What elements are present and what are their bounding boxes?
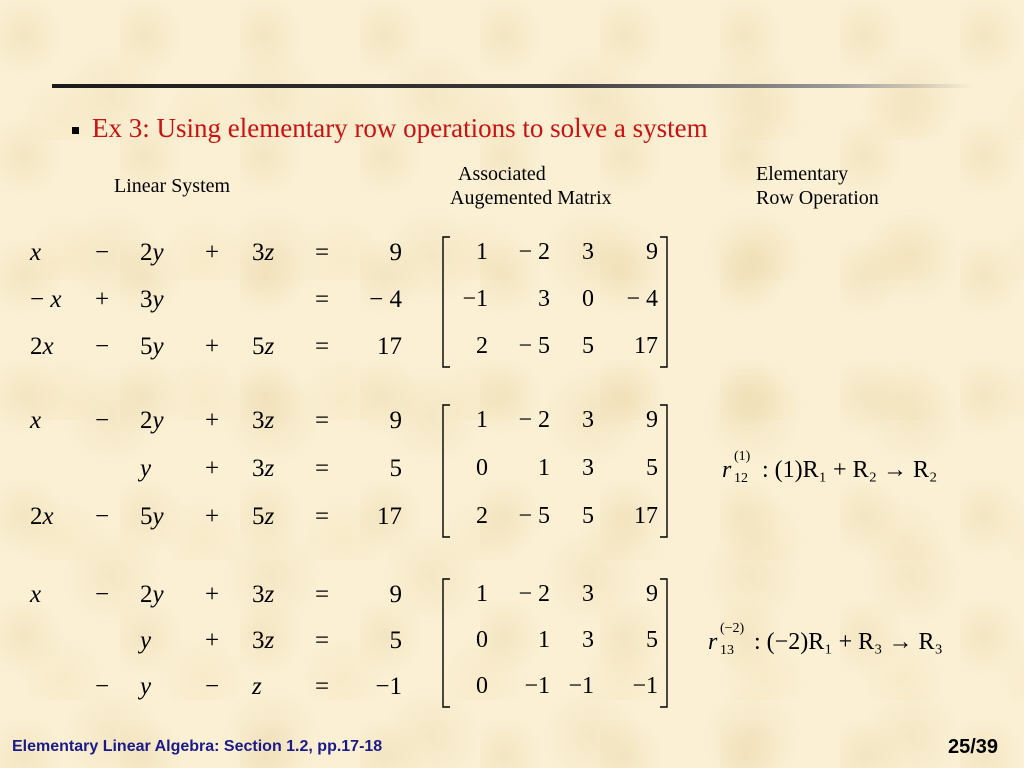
matrix-cell: 3 xyxy=(582,455,594,481)
equation-op2: + xyxy=(205,407,220,434)
equation-a: x xyxy=(30,407,42,434)
equation-row xyxy=(0,407,420,439)
equation-op1: − xyxy=(95,333,110,360)
equation-b: 5y xyxy=(140,333,164,360)
column-header-row-operation xyxy=(756,162,879,210)
matrix-cell: 3 xyxy=(538,286,550,312)
row-operation-superscript: (1) xyxy=(734,449,751,464)
equation-b: 3y xyxy=(140,286,164,313)
equation-eq: = xyxy=(315,286,330,313)
equation-row xyxy=(0,581,420,613)
augmented-matrix xyxy=(442,577,672,709)
equation-rhs: 5 xyxy=(389,627,402,654)
equation-eq: = xyxy=(315,627,330,654)
matrix-cell: 0 xyxy=(476,627,488,653)
row-operation-symbol: r xyxy=(722,457,732,483)
matrix-cell: − 2 xyxy=(518,407,550,433)
matrix-cell: −1 xyxy=(568,673,594,699)
matrix-cell: 0 xyxy=(476,455,488,481)
matrix-cell: −1 xyxy=(462,286,488,312)
column-header-linear-system-label: Linear System xyxy=(114,175,231,197)
row-operation-text: : (1)R₁ + R₂ → R₂ xyxy=(762,457,938,483)
equation-b: y xyxy=(140,673,152,700)
matrix-cell: 1 xyxy=(538,627,550,653)
equation-row xyxy=(0,503,420,535)
equation-row xyxy=(0,333,420,365)
right-bracket xyxy=(660,405,667,537)
matrix-cell: 1 xyxy=(538,455,550,481)
matrix-cell: 3 xyxy=(582,581,594,607)
matrix-cell: − 2 xyxy=(518,581,550,607)
equation-rhs: 17 xyxy=(377,333,402,360)
equation-op2: + xyxy=(205,503,220,530)
page-number: 25/39 xyxy=(948,736,999,758)
equation-rhs: − 4 xyxy=(369,286,402,313)
matrix-cell: 3 xyxy=(582,239,594,265)
row-operation-subscript: 12 xyxy=(734,471,748,486)
augmented-matrix xyxy=(442,403,672,539)
equation-eq: = xyxy=(315,503,330,530)
matrix-cell: 5 xyxy=(582,333,594,359)
equation-op2: + xyxy=(205,333,220,360)
equation-op2: + xyxy=(205,627,220,654)
matrix-cell: 5 xyxy=(646,627,658,653)
matrix-cell: 3 xyxy=(582,627,594,653)
matrix-cell: − 5 xyxy=(518,503,550,529)
equation-op2: + xyxy=(205,581,220,608)
matrix-cell: 5 xyxy=(646,455,658,481)
equation-c: 3z xyxy=(252,239,275,266)
equation-op2: − xyxy=(205,673,220,700)
matrix-cell: − 2 xyxy=(518,239,550,265)
equation-row xyxy=(0,286,420,318)
equation-a: 2x xyxy=(30,503,54,530)
equation-b: y xyxy=(140,455,152,482)
equation-op1: + xyxy=(95,286,110,313)
bullet-square-icon xyxy=(72,127,79,134)
matrix-cell: 17 xyxy=(634,333,658,359)
column-header-op-line1: Elementary xyxy=(756,163,849,185)
equation-c: 3z xyxy=(252,581,275,608)
equation-b: y xyxy=(140,627,152,654)
right-bracket xyxy=(660,579,667,707)
matrix-cell: 9 xyxy=(646,407,658,433)
equation-b: 5y xyxy=(140,503,164,530)
equation-rhs: −1 xyxy=(375,673,402,700)
row-operation-subscript: 13 xyxy=(720,643,734,658)
equation-row xyxy=(0,455,420,487)
matrix-cell: 5 xyxy=(582,503,594,529)
equation-c: z xyxy=(252,673,262,700)
equation-rhs: 9 xyxy=(389,581,402,608)
equation-op1: − xyxy=(95,581,110,608)
matrix-cell: 17 xyxy=(634,503,658,529)
matrix-cell: 9 xyxy=(646,239,658,265)
column-header-matrix-line1: Associated xyxy=(458,163,546,185)
column-header-linear-system xyxy=(114,174,230,198)
equation-eq: = xyxy=(315,407,330,434)
equation-op2: + xyxy=(205,455,220,482)
equation-eq: = xyxy=(315,581,330,608)
equation-c: 5z xyxy=(252,333,275,360)
augmented-matrix xyxy=(442,235,672,369)
equation-op1: − xyxy=(95,407,110,434)
equation-a: 2x xyxy=(30,333,54,360)
matrix-cell: − 5 xyxy=(518,333,550,359)
matrix-cell: 1 xyxy=(476,407,488,433)
equation-row xyxy=(0,239,420,271)
row-operation xyxy=(708,621,998,663)
equation-eq: = xyxy=(315,455,330,482)
equation-a: x xyxy=(30,581,42,608)
matrix-cell: 2 xyxy=(476,503,488,529)
row-operation xyxy=(722,449,1012,491)
equation-rhs: 5 xyxy=(389,455,402,482)
equation-row xyxy=(0,673,420,705)
equation-rhs: 9 xyxy=(389,239,402,266)
equation-row xyxy=(0,627,420,659)
row-operation-text: : (−2)R₁ + R₃ → R₃ xyxy=(754,629,943,655)
equation-b: 2y xyxy=(140,239,164,266)
equation-b: 2y xyxy=(140,581,164,608)
equation-op2: + xyxy=(205,239,220,266)
equation-c: 3z xyxy=(252,407,275,434)
equation-op1: − xyxy=(95,503,110,530)
matrix-cell: 1 xyxy=(476,581,488,607)
equation-op1: − xyxy=(95,239,110,266)
matrix-cell: − 4 xyxy=(626,286,658,312)
equation-c: 3z xyxy=(252,627,275,654)
matrix-cell: −1 xyxy=(524,673,550,699)
row-operation-symbol: r xyxy=(708,629,718,655)
matrix-cell: 9 xyxy=(646,581,658,607)
matrix-cell: 1 xyxy=(476,239,488,265)
equation-a: x xyxy=(30,239,42,266)
equation-eq: = xyxy=(315,239,330,266)
equation-rhs: 9 xyxy=(389,407,402,434)
equation-c: 5z xyxy=(252,503,275,530)
equation-eq: = xyxy=(315,673,330,700)
matrix-cell: 3 xyxy=(582,407,594,433)
matrix-cell: 0 xyxy=(582,286,594,312)
equation-c: 3z xyxy=(252,455,275,482)
matrix-cell: 2 xyxy=(476,333,488,359)
equation-rhs: 17 xyxy=(377,503,402,530)
row-operation-superscript: (−2) xyxy=(720,621,745,636)
equation-op1: − xyxy=(95,673,110,700)
equation-b: 2y xyxy=(140,407,164,434)
slide-heading: Ex 3: Using elementary row operations to solve a system xyxy=(92,113,708,143)
equation-eq: = xyxy=(315,333,330,360)
equation-a: − x xyxy=(30,286,62,313)
matrix-cell: 0 xyxy=(476,673,488,699)
column-header-matrix xyxy=(450,162,612,210)
column-header-op-line2: Row Operation xyxy=(756,187,879,209)
title-rule xyxy=(52,84,974,88)
column-header-matrix-line2: Augemented Matrix xyxy=(450,187,612,209)
matrix-cell: −1 xyxy=(632,673,658,699)
footer-title: Elementary Linear Algebra: Section 1.2, pp.17-18 xyxy=(12,738,383,755)
right-bracket xyxy=(660,237,667,367)
